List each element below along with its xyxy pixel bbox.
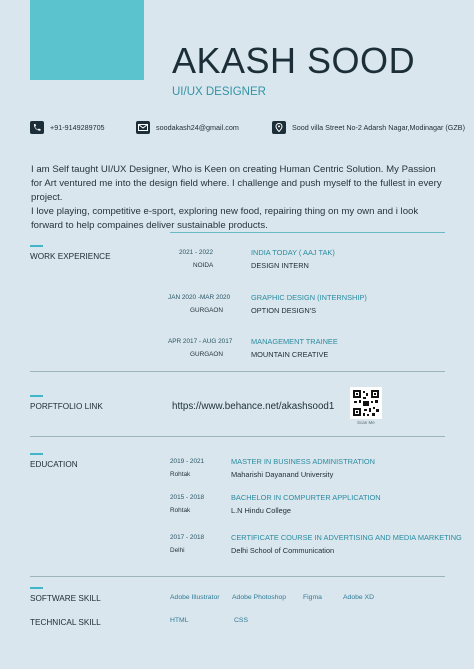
work-location: GURGAON <box>190 307 224 314</box>
summary-paragraph: I am Self taught UI/UX Designer, Who is Keen on creating Human Centric Solution. My Passion for Art ventured me into the design field where. I challenge and push myself to the fullest in every project. <box>31 164 442 203</box>
education-school: Maharishi Dayanand University <box>231 470 334 479</box>
work-position: DESIGN INTERN <box>251 261 309 270</box>
education-school: L.N Hindu College <box>231 506 291 515</box>
qr-code-icon <box>350 387 382 419</box>
education-date: 2019 - 2021 <box>170 458 205 465</box>
home-address: Sood villa Street No-2 Adarsh Nagar,Modinagar (GZB) <box>292 123 465 132</box>
software-skill-item: Adobe Photoshop <box>232 594 287 601</box>
technical-skill-heading: TECHNICAL SKILL <box>30 618 101 627</box>
work-company: GRAPHIC DESIGN (INTERNSHIP) <box>251 293 367 302</box>
header-accent-block <box>30 0 144 80</box>
work-location: NOIDA <box>193 262 214 269</box>
section-divider <box>30 576 445 577</box>
education-school: Delhi School of Communication <box>231 546 335 555</box>
work-date: APR 2017 - AUG 2017 <box>168 338 233 345</box>
section-divider <box>30 436 445 437</box>
phone-icon <box>30 121 44 134</box>
section-divider <box>170 232 445 233</box>
section-accent <box>30 453 43 455</box>
section-accent <box>30 587 43 589</box>
work-company: MANAGEMENT TRAINEE <box>251 337 338 346</box>
phone-number: +91-9149289705 <box>50 123 105 132</box>
qr-caption: Scan Me <box>357 420 375 425</box>
section-accent <box>30 395 43 397</box>
education-heading: EDUCATION <box>30 460 78 469</box>
education-degree: CERTIFICATE COURSE IN ADVERTISING AND MEDIA MARKETING <box>231 533 462 542</box>
section-accent <box>30 245 43 247</box>
work-position: MOUNTAIN CREATIVE <box>251 350 329 359</box>
education-location: Delhi <box>170 547 185 554</box>
education-degree: BACHELOR IN COMPURTER APPLICATION <box>231 493 381 502</box>
technical-skill-item: HTML <box>170 617 189 624</box>
work-date: 2021 - 2022 <box>179 249 214 256</box>
email-icon <box>136 121 150 134</box>
work-position: OPTION DESIGN'S <box>251 306 317 315</box>
education-date: 2015 - 2018 <box>170 494 205 501</box>
portfolio-heading: PORFTFOLIO LINK <box>30 402 103 411</box>
education-location: Rohtak <box>170 507 191 514</box>
section-divider <box>30 371 445 372</box>
work-date: JAN 2020 -MAR 2020 <box>168 294 231 301</box>
candidate-name: AKASH SOOD <box>172 40 416 81</box>
candidate-role: UI/UX DESIGNER <box>172 86 266 98</box>
education-date: 2017 - 2018 <box>170 534 205 541</box>
work-experience-heading: WORK EXPERIENCE <box>30 252 111 261</box>
software-skill-item: Adobe XD <box>343 594 374 601</box>
education-degree: MASTER IN BUSINESS ADMINISTRATION <box>231 457 375 466</box>
software-skill-item: Figma <box>303 594 322 601</box>
work-company: INDIA TODAY ( AAJ TAK) <box>251 248 335 257</box>
summary-paragraph: I love playing, competitive e-sport, exploring new food, repairing thing on my own and i look forward to help compaines deliver sustainable products. <box>31 206 419 231</box>
technical-skill-item: CSS <box>234 617 248 624</box>
portfolio-link[interactable]: https://www.behance.net/akashsood1 <box>172 401 335 412</box>
email-address: soodakash24@gmail.com <box>156 123 239 132</box>
software-skill-item: Adobe Illustrator <box>170 594 220 601</box>
location-pin-icon <box>272 121 286 134</box>
education-location: Rohtak <box>170 471 191 478</box>
work-location: GURGAON <box>190 351 224 358</box>
software-skill-heading: SOFTWARE SKILL <box>30 594 101 603</box>
profile-summary <box>31 163 443 233</box>
